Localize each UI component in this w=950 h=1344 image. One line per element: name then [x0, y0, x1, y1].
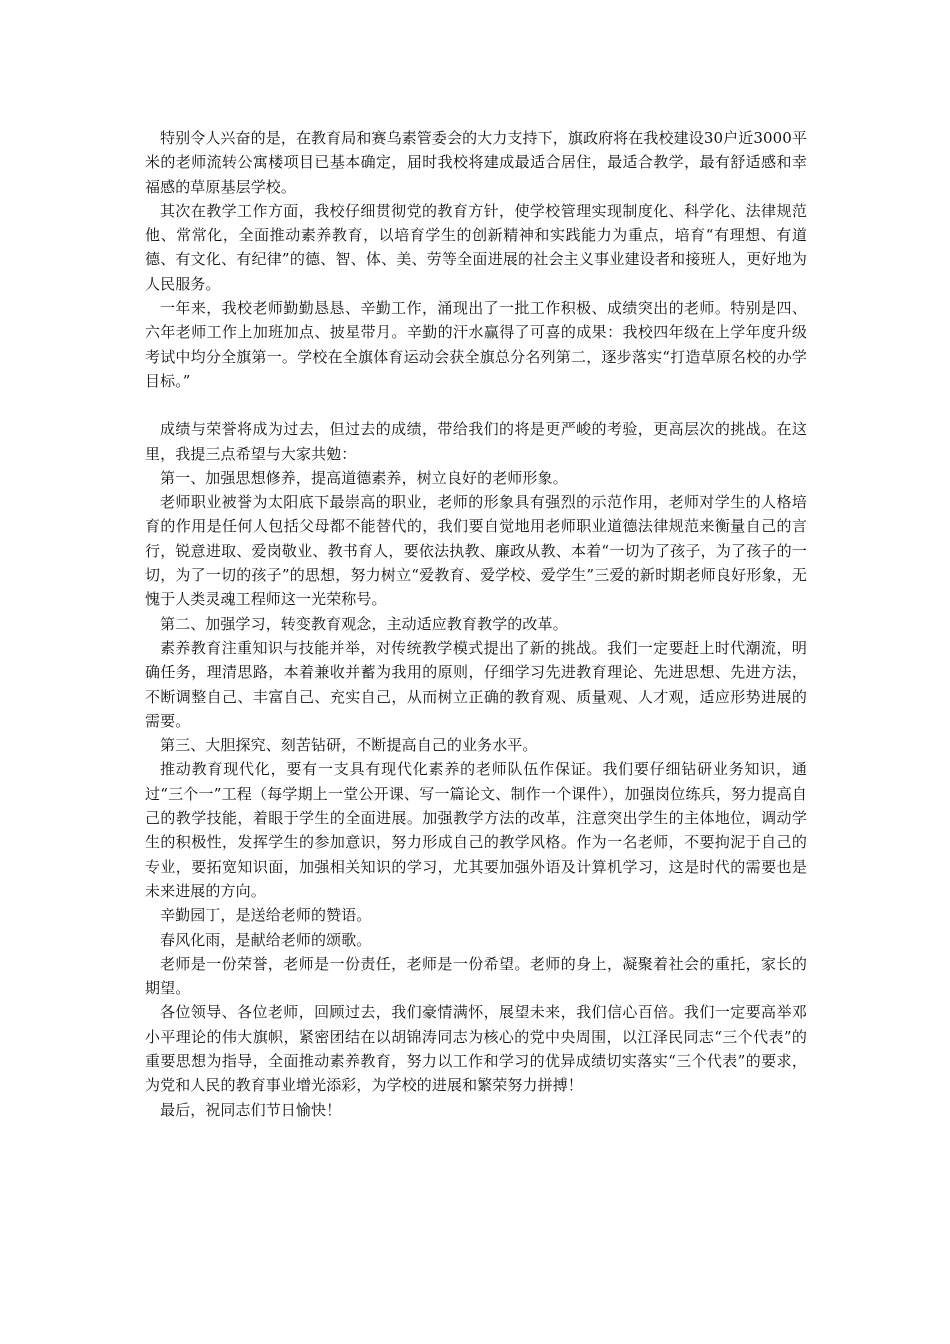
closing-line: 最后，祝同志们节日愉快！ — [160, 1100, 342, 1119]
paragraph: 老师是一份荣誉，老师是一份责任，老师是一份希望。老师的身上，凝聚着社会的重托，家长的期望。 — [145, 954, 807, 998]
paragraph: 一年来，我校老师勤勤恳恳、辛勤工作，涌现出了一批工作积极、成绩突出的老师。特别是四、六年老师工作上加班加点、披星带月。辛勤的汗水赢得了可喜的成果：我校四年级在上学年度升级考试中均分全旗第一。学校在全旗体育运动会获全旗总分名列第二，逐步落实“打造草原名校的办学目标。” — [145, 299, 807, 390]
paragraph: 辛勤园丁，是送给老师的赞语。 — [160, 906, 372, 925]
paragraph: 各位领导、各位老师，回顾过去，我们豪情满怀，展望未来，我们信心百倍。我们一定要高举邓小平理论的伟大旗帜，紧密团结在以胡锦涛同志为核心的党中央周围，以江泽民同志“三个代表”的重要思想为指导，全面推动素养教育，努力以工作和学习的优异成绩切实落实“三个代表”的要求，为党和人民的教育事业增光添彩，为学校的进展和繁荣努力拼搏！ — [145, 1003, 807, 1095]
paragraph: 老师职业被誉为太阳底下最崇高的职业，老师的形象具有强烈的示范作用，老师对学生的人格培育的作用是任何人包括父母都不能替代的，我们要自觉地用老师职业道德法律规范来衡量自己的言行，锐意进取、爱岗敬业、教书育人，要依法执教、廉政从教、本着“一切为了孩子，为了孩子的一切，为了一切的孩子”的思想，努力树立“爱教育、爱学校、爱学生”三爱的新时期老师良好形象，无愧于人类灵魂工程师这一光荣称号。 — [145, 493, 807, 609]
paragraph: 素养教育注重知识与技能并举，对传统教学模式提出了新的挑战。我们一定要赶上时代潮流，明确任务，理清思路，本着兼收并蓄为我用的原则，仔细学习先进教育理论、先进思想、先进方法，不断调整自己、丰富自己、充实自己，从而树立正确的教育观、质量观、人才观，适应形势进展的需要。 — [145, 638, 807, 730]
paragraph: 推动教育现代化，要有一支具有现代化素养的老师队伍作保证。我们要仔细钻研业务知识，通过“三个一”工程（每学期上一堂公开课、写一篇论文、制作一个课件），加强岗位练兵，努力提高自己的教学技能，着眼于学生的全面进展。加强教学方法的改革，注意突出学生的主体地位，调动学生的积极性，发挥学生的参加意识，努力形成自己的教学风格。作为一名老师，不要拘泥于自己的专业，要拓宽知识面，加强相关知识的学习，尤其要加强外语及计算机学习，这是时代的需要也是未来进展的方向。 — [145, 760, 807, 900]
document-body — [145, 126, 807, 1122]
paragraph: 其次在教学工作方面，我校仔细贯彻党的教育方针，使学校管理实现制度化、科学化、法律规范他、常常化，全面推动素养教育，以培育学生的创新精神和实践能力为重点，培育“有理想、有道德、有文化、有纪律”的德、智、体、美、劳等全面进展的社会主义事业建设者和接班人，更好地为人民服务。 — [145, 201, 807, 293]
paragraph: 春风化雨，是献给老师的颂歌。 — [160, 930, 372, 949]
section-heading: 第三、大胆探究、刻苦钻研，不断提高自己的业务水平。 — [160, 736, 538, 755]
paragraph-gap — [145, 393, 807, 417]
section-heading: 第二、加强学习，转变教育观念，主动适应教育教学的改革。 — [160, 614, 568, 633]
paragraph: 特别令人兴奋的是，在教育局和赛乌素管委会的大力支持下，旗政府将在我校建设30户近3000平米的老师流转公寓楼项目已基本确定，届时我校将建成最适合居住，最适合教学，最有舒适感和幸福感的草原基层学校。 — [145, 129, 807, 196]
section-heading: 第一、加强思想修养，提高道德素养，树立良好的老师形象。 — [160, 468, 568, 487]
paragraph: 成绩与荣誉将成为过去，但过去的成绩，带给我们的将是更严峻的考验，更高层次的挑战。在这里，我提三点希望与大家共勉： — [145, 420, 807, 463]
